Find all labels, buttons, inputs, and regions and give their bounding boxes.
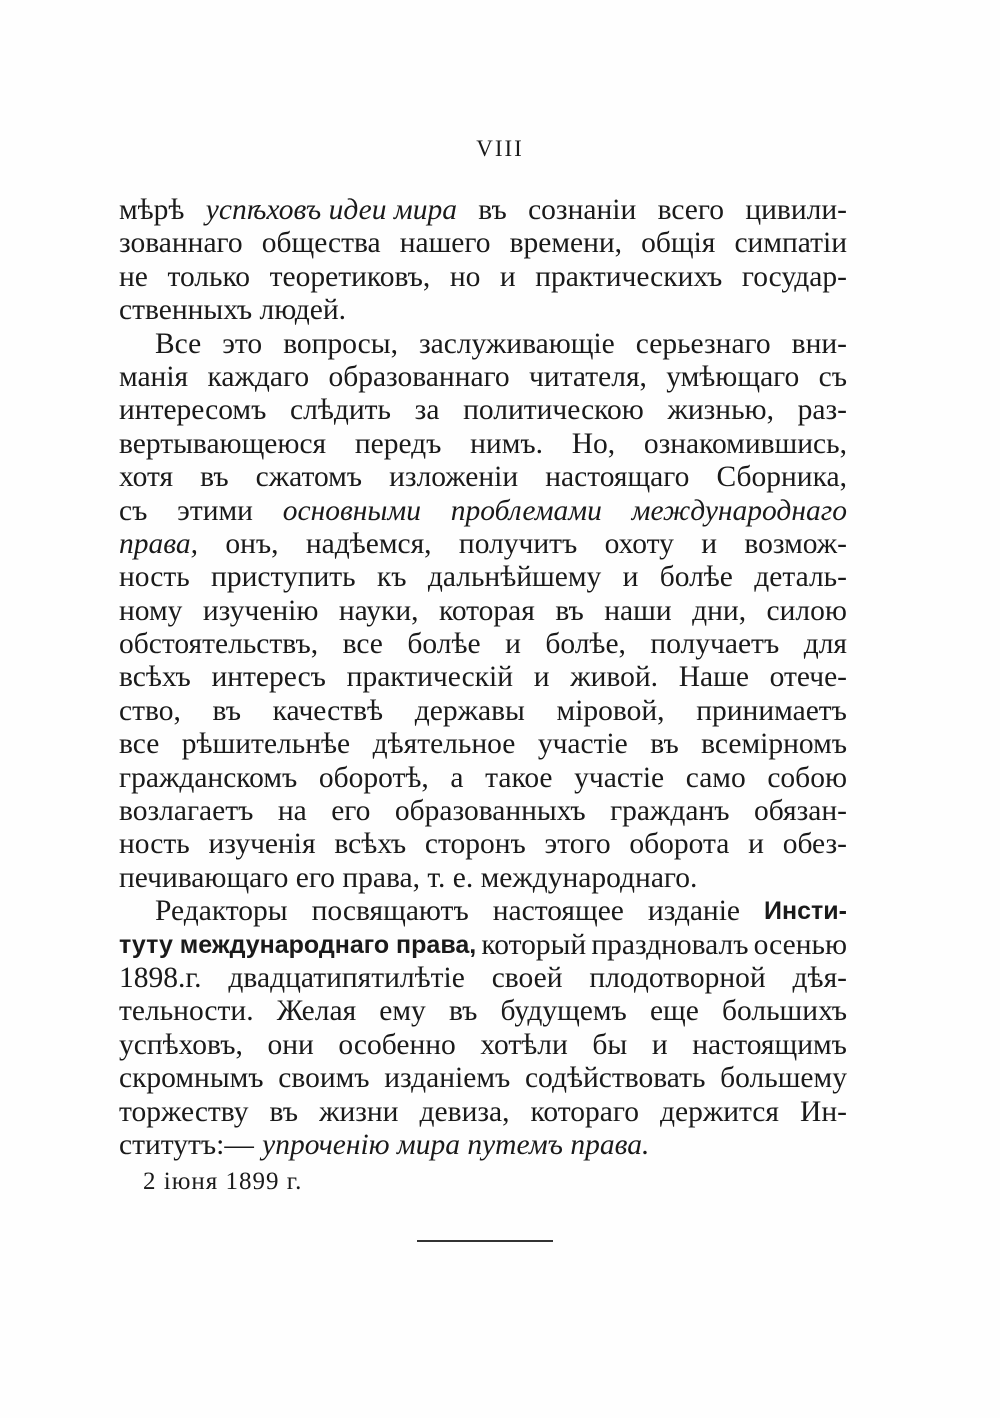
word: Сборника, [716,461,847,494]
word: и [651,1028,668,1061]
word: образованнаго [328,360,510,393]
word: дѣя- [792,961,847,994]
word: обязан- [754,795,847,828]
word: читателя, [529,360,647,393]
text-line [119,194,847,227]
text-line [119,895,847,928]
word: своимъ [278,1062,370,1095]
word: политическою [463,394,644,427]
word: въ [555,594,584,627]
word: торжеству [119,1095,249,1128]
word: Все [155,327,202,360]
word: всемірномъ [701,728,847,761]
word: своей [491,961,563,994]
word: все [342,628,383,661]
word: и [748,828,764,861]
text-line [119,628,847,661]
word: сжатомъ [255,461,363,494]
word: болѣе [659,561,733,594]
word: за [414,394,440,427]
word: только [167,260,251,293]
word: жизнью, [667,394,774,427]
word: и [505,628,521,661]
text-line [119,361,847,394]
word: дальнѣйшему [427,561,602,594]
word: большему [720,1062,847,1095]
text-line [119,695,847,728]
text-line [119,461,847,494]
text-line [119,995,847,1028]
word: теоретиковъ, [269,260,431,293]
word: надѣемся, [305,527,432,560]
word: получаетъ [650,628,780,661]
word: деталь- [754,561,847,594]
word: охоту [604,527,674,560]
word: каждаго [207,360,310,393]
word: въ [448,995,478,1028]
text-line [119,394,847,427]
text-line [119,728,847,761]
word: плодотворной [589,961,766,994]
word: міровой, [556,694,665,727]
word: серьезнаго [635,327,771,360]
word: бы [592,1028,628,1061]
word: упроченію мира путемъ права. [262,1128,650,1161]
word: изложеніи [389,461,519,494]
word: вертывающеюся [119,427,327,460]
word: къ [376,561,407,594]
word: двадцатипятилѣтіе [228,961,465,994]
word: которая [438,594,535,627]
word: Инсти- [764,897,847,926]
word: заслуживающіе [419,327,615,360]
paragraph [119,328,847,896]
text-line [119,528,847,561]
word: дни, [692,594,747,627]
word: участіе [574,761,665,794]
word: приступить [211,561,356,594]
text-line [119,828,847,861]
word: настоящее [492,895,624,928]
word: его [331,795,371,828]
text-line [119,261,847,294]
word: вни- [791,327,847,360]
word: науки, [338,594,419,627]
word: принимаетъ [696,694,847,727]
word: хотѣли [480,1028,568,1061]
word: всѣхъ [334,828,407,861]
word: Но, [571,427,616,460]
word: въ [269,1095,298,1128]
text-line [119,1129,847,1162]
word: сознаніи [528,194,637,226]
word: изданіемъ [384,1062,511,1095]
word: все [119,728,160,761]
word: держится [660,1095,779,1128]
signature-date: 2 іюня 1899 г. [143,1168,303,1195]
word: права, [119,527,198,560]
text-line [119,1062,847,1095]
word: интересъ [211,661,326,694]
word: ному [119,594,183,627]
word: котораго [530,1095,639,1128]
text-line [119,661,847,694]
text-line [119,795,847,828]
word: само [685,761,746,794]
word: ознакомившись, [643,427,847,460]
word: нимъ. [470,427,543,460]
word: тельности. [119,995,254,1028]
word: для [803,628,847,661]
text-line [119,328,847,361]
word: а [450,761,464,794]
word: основными [282,494,421,527]
word: съ [818,360,847,393]
word: обез- [782,828,847,861]
word: проблемами [450,494,602,527]
word: содѣйствовать [524,1062,706,1095]
word: и [622,561,639,594]
word: передъ [354,427,442,460]
word: осенью [753,928,847,961]
text-line [119,561,847,594]
word: умѣющаго [666,360,800,393]
word: мѣрѣ [119,194,185,226]
word: дѣятельное [372,728,516,761]
text-line [119,495,847,528]
word: еще [649,995,699,1028]
word: болѣе [407,628,481,661]
word: всего [657,194,725,226]
word: Наше [678,661,749,694]
text-line [119,1096,847,1129]
word: возмож- [744,527,847,560]
word: особенно [338,1028,456,1061]
closing-rule [417,1240,553,1242]
word: изданіе [647,895,741,928]
text-line [119,595,847,628]
body-text [119,194,847,1162]
word: на [277,795,307,828]
word: въ [478,194,507,226]
page-number: VIII [476,136,524,161]
word: государ- [741,260,847,293]
word: собою [767,761,847,794]
text-line [119,762,847,795]
text-line [119,294,847,327]
word: настоящаго [545,461,690,494]
word: этого [544,828,611,861]
word: настоящимъ [692,1028,847,1061]
word: возлагаетъ [119,795,254,828]
word: оборотѣ, [318,761,429,794]
word: изученію [202,594,319,627]
word: Желая [276,995,357,1028]
word: въ [212,694,241,727]
word: всѣхъ [119,661,191,694]
word: обстоятельствъ, [119,628,319,661]
word: ность [119,828,190,861]
word: живой. [570,661,658,694]
word: не [119,260,148,293]
word: державы [414,694,525,727]
paragraph [119,895,847,1162]
word: отече- [769,661,847,694]
word: скромнымъ [119,1062,264,1095]
word: зованнаго [119,227,243,260]
word: практическихъ [535,260,723,293]
word: качествѣ [272,694,384,727]
word: болѣе, [545,628,626,661]
word: гражданскомъ [119,761,298,794]
word: нашего [399,227,491,260]
word: праздновалъ [591,928,749,961]
word: печивающаго его права, т. е. международнаго. [119,861,698,894]
word: оборота [629,828,730,861]
word: ститутъ:— [119,1128,254,1161]
text-line [119,929,847,962]
word: образованныхъ [394,795,586,828]
word: въ [200,461,229,494]
text-line [119,1029,847,1062]
word: международнаго [631,494,847,527]
word: 1898.г. [119,961,202,994]
word: они [267,1028,314,1061]
word: симпатіи [734,227,847,260]
word: общества [261,227,381,260]
word: времени, [509,227,623,260]
word: онъ, [225,527,279,560]
word: получитъ [458,527,578,560]
word: но [449,260,481,293]
word: большихъ [722,995,847,1028]
word: ственныхъ людей. [119,294,347,327]
word: который [481,928,587,961]
text-line [119,227,847,260]
word: рѣшительнѣе [181,728,351,761]
word: и [499,260,516,293]
word: сторонъ [424,828,526,861]
word: Ин- [800,1095,847,1128]
text-line [119,428,847,461]
word: въ [650,728,679,761]
word: туту международнаго права, [119,930,477,959]
word: изученія [208,828,316,861]
word: успѣховъ, [119,1028,243,1061]
word: участіе [537,728,628,761]
text-line [119,962,847,995]
word: жизни [319,1095,399,1128]
word: гражданъ [610,795,730,828]
word: вопросы, [283,327,398,360]
word: наши [604,594,672,627]
word: девиза, [419,1095,510,1128]
word: и [533,661,550,694]
word: и [701,527,718,560]
word: этими [177,494,253,527]
word: интересомъ [119,394,267,427]
word: практическій [346,661,513,694]
word: силою [766,594,847,627]
text-line [119,862,847,895]
word: общія [641,227,716,260]
word: ность [119,561,190,594]
word: это [222,327,263,360]
word: успѣховъ идеи мира [205,194,457,226]
word: хотя [119,461,174,494]
word: слѣдить [290,394,391,427]
word: Редакторы [155,895,288,928]
word: такое [485,761,553,794]
word: ему [379,995,426,1028]
word: будущемъ [500,995,627,1028]
word: манія [119,360,189,393]
word: съ [119,494,148,527]
word: ство, [119,694,181,727]
word: раз- [797,394,847,427]
word: цивили- [745,194,847,226]
word: посвящаютъ [311,895,469,928]
paragraph [119,194,847,328]
